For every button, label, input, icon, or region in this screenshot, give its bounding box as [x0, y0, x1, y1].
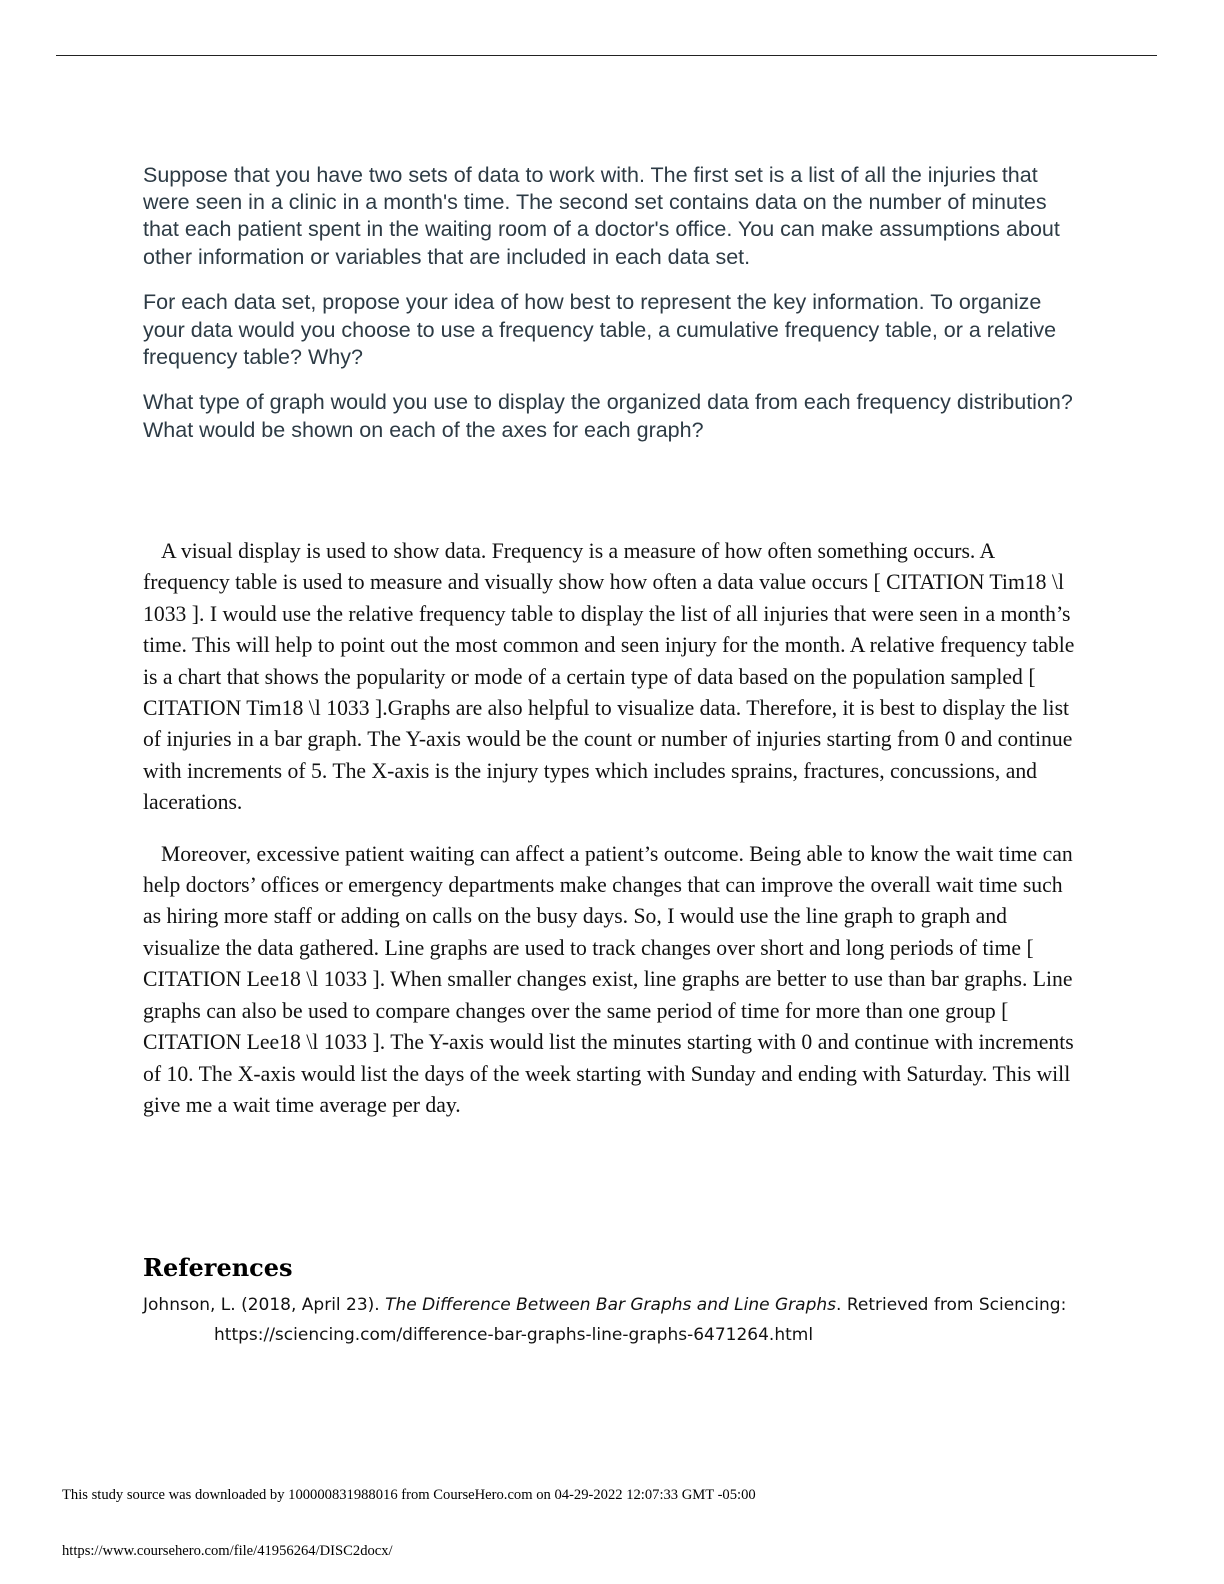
reference-authors: Johnson, L. (2018, April 23).	[143, 1295, 386, 1315]
prompt-paragraph: For each data set, propose your idea of how best to represent the key information. To organize your data would you choose to use a frequency table, a cumulative frequency table, or a relative frequency table? Why?	[143, 290, 1057, 369]
response-body	[143, 536, 1078, 1141]
prompt-paragraph: What type of graph would you use to display the organized data from each frequency distribution? What would be shown on each of the axes for each graph?	[143, 390, 1073, 442]
response-paragraph: A visual display is used to show data. Frequency is a measure of how often something occurs. A frequency table is used to measure and visually show how often a data value occurs [ CITATION Tim18 \l 1033 ]. I would use the relative frequency table to display the list of all injuries that were seen in a month’s time. This will help to point out the most common and seen injury for the month. A relative frequency table is a chart that shows the popularity or mode of a certain type of data based on the population sampled [ CITATION Tim18 \l 1033 ].Graphs are also helpful to visualize data. Therefore, it is best to display the list of injuries in a bar graph. The Y-axis would be the count or number of injuries starting from 0 and continue with increments of 5. The X-axis is the injury types which includes sprains, fractures, concussions, and lacerations.	[143, 539, 1075, 815]
response-paragraph: Moreover, excessive patient waiting can affect a patient’s outcome. Being able to know the wait time can help doctors’ offices or emergency departments make changes that can improve the overall wait time such as hiring more staff or adding on calls on the busy days. So, I would use the line graph to graph and visualize the data gathered. Line graphs are used to track changes over short and long periods of time [ CITATION Lee18 \l 1033 ]. When smaller changes exist, line graphs are better to use than bar graphs. Line graphs can also be used to compare changes over the same period of time for more than one group [ CITATION Lee18 \l 1033 ]. The Y-axis would list the minutes starting with 0 and continue with increments of 10. The X-axis would list the days of the week starting with Sunday and ending with Saturday. This will give me a wait time average per day.	[143, 841, 1074, 1117]
header-rule	[56, 55, 1157, 56]
download-notice: This study source was downloaded by 100000831988016 from CourseHero.com on 04-29-2022 12:07:33 GMT -05:00	[62, 1487, 756, 1503]
discussion-prompt	[143, 162, 1078, 462]
reference-title: The Difference Between Bar Graphs and Line Graphs	[385, 1295, 837, 1315]
reference-entry	[143, 1290, 1078, 1350]
references-heading: References	[143, 1253, 293, 1282]
prompt-paragraph: Suppose that you have two sets of data to work with. The first set is a list of all the injuries that were seen in a clinic in a month's time. The second set contains data on the number of minutes that each patient spent in the waiting room of a doctor's office. You can make assumptions about other information or variables that are included in each data set.	[143, 163, 1060, 269]
references-section	[143, 1251, 1078, 1350]
reference-source: . Retrieved from Sciencing: https://sciencing.com/difference-bar-graphs-line-graphs-6471264.html	[214, 1295, 1067, 1345]
source-url: https://www.coursehero.com/file/41956264/DISC2docx/	[62, 1543, 393, 1559]
